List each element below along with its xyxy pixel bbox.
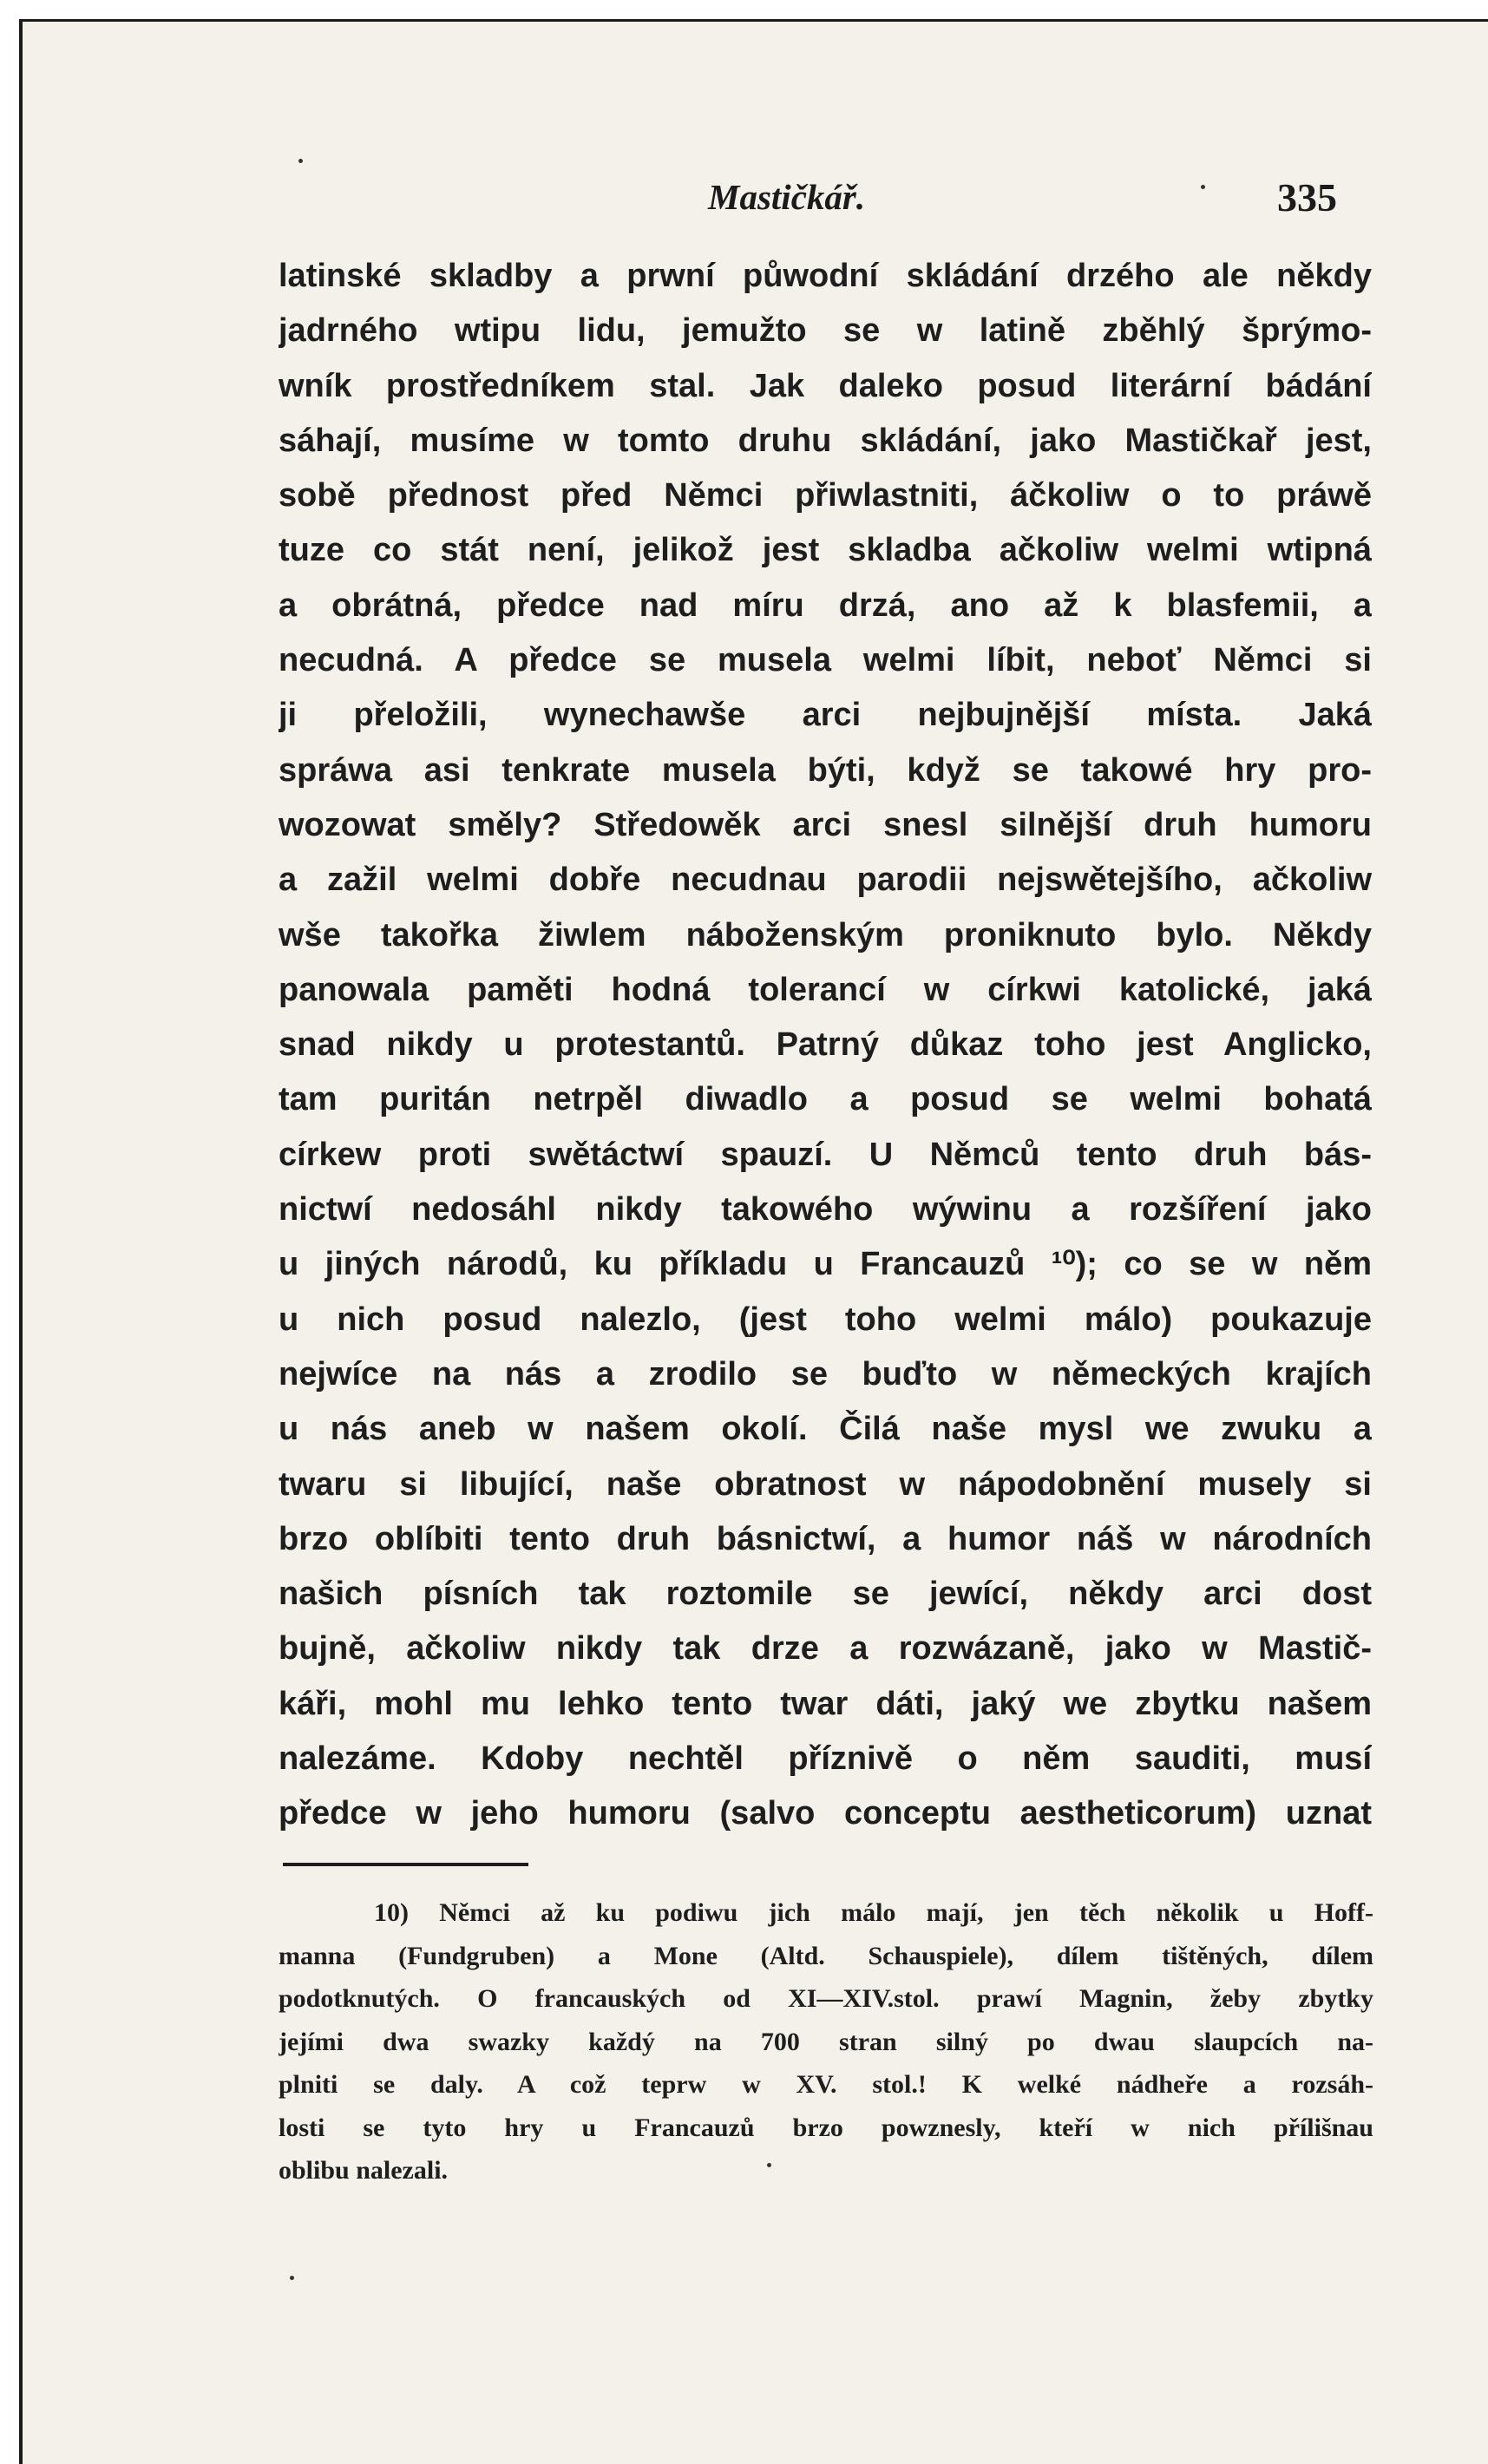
footnote-divider — [283, 1863, 528, 1866]
footnote-line: podotknutých. O francauských od XI—XIV.stol. prawí Magnin, žeby zbytky — [279, 1984, 1373, 2013]
book-page — [19, 19, 1488, 2464]
text-line: wník prostředníkem stal. Jak daleko posud literární bádání — [279, 367, 1372, 404]
text-line: u nich posud nalezlo, (jest toho welmi málo) poukazuje — [279, 1301, 1372, 1338]
text-line: snad nikdy u protestantů. Patrný důkaz toho jest Anglicko, — [279, 1026, 1372, 1064]
footnote-line: oblibu nalezali. — [279, 2156, 449, 2185]
text-line: nejwíce na nás a zrodilo se buďto w německých krajích — [279, 1355, 1372, 1393]
footnote-line: losti se tyto hry u Francauzů brzo powznesly, kteří w nich přílišnau — [279, 2113, 1373, 2142]
text-line: a obrátná, předce nad míru drzá, ano až k blasfemii, a — [279, 587, 1372, 624]
text-line: nalezáme. Kdoby nechtěl příznivě o něm sauditi, musí — [279, 1740, 1372, 1778]
footnote-line: plniti se daly. A což teprw w XV. stol.! K welké nádheře a rozsáh- — [279, 2070, 1373, 2099]
text-line: twaru si libující, naše obratnost w nápodobnění musely si — [279, 1465, 1372, 1503]
text-line: tuze co stát není, jelikož jest skladba ačkoliw welmi wtipná — [279, 532, 1372, 569]
text-line: sáhají, musíme w tomto druhu skládání, jako Mastičkař jest, — [279, 422, 1372, 459]
text-line: u nás aneb w našem okolí. Čilá naše mysl we zwuku a — [279, 1411, 1372, 1448]
scan-speck — [1201, 185, 1205, 189]
footnote-block — [279, 1891, 1373, 2192]
text-line: a zažil welmi dobře necudnau parodii nejswětejšího, ačkoliw — [279, 862, 1372, 899]
scan-speck — [767, 2163, 771, 2167]
text-line: spráwa asi tenkrate musela býti, když se takowé hry pro- — [279, 751, 1372, 789]
text-line: necudná. A předce se musela welmi líbit, neboť Němci si — [279, 642, 1372, 679]
text-line: káři, mohl mu lehko tento twar dáti, jaký we zbytku našem — [279, 1685, 1372, 1722]
text-line: nictwí nedosáhl nikdy takowého wýwinu a rozšíření jako — [279, 1191, 1372, 1229]
text-line: wozowat směly? Středowěk arci snesl silnější druh humoru — [279, 806, 1372, 843]
text-line: našich písních tak roztomile se jewící, někdy arci dost — [279, 1576, 1372, 1613]
page-header — [23, 176, 1488, 228]
footnote-line: manna (Fundgruben) a Mone (Altd. Schauspiele), dílem tištěných, dílem — [279, 1941, 1373, 1970]
scan-speck — [298, 159, 303, 163]
text-line: církew proti swětáctwí spauzí. U Němců tento druh bás- — [279, 1136, 1372, 1173]
scan-speck — [290, 2276, 294, 2280]
text-line: panowala paměti hodná tolerancí w církwi katolické, jaká — [279, 971, 1372, 1008]
text-line: ji přeložili, wynechawše arci nejbujnější místa. Jaká — [279, 697, 1372, 734]
text-line: jadrného wtipu lidu, jemužto se w latině zběhlý šprýmo- — [279, 312, 1372, 350]
footnote-line: jejími dwa swazky každý na 700 stran silný po dwau slaupcích na- — [279, 2027, 1373, 2056]
page-number: 335 — [1277, 175, 1337, 220]
text-line: brzo oblíbiti tento druh básnictwí, a humor náš w národních — [279, 1520, 1372, 1557]
text-line: u jiných národů, ku příkladu u Francauzů ¹⁰); co se w něm — [279, 1246, 1372, 1283]
text-line: tam puritán netrpěl diwadlo a posud se welmi bohatá — [279, 1081, 1372, 1118]
text-line: předce w jeho humoru (salvo conceptu aestheticorum) uznat — [279, 1795, 1372, 1832]
main-text — [279, 249, 1372, 1842]
text-line: sobě přednost před Němci přiwlastniti, áčkoliw o to práwě — [279, 477, 1372, 514]
text-line: wše takořka žiwlem náboženským proniknuto bylo. Někdy — [279, 916, 1372, 953]
text-line: bujně, ačkoliw nikdy tak drze a rozwázaně, jako w Mastič- — [279, 1630, 1372, 1668]
footnote-line: 10) Němci až ku podiwu jich málo mají, jen těch několik u Hoff- — [374, 1898, 1373, 1927]
running-title: Mastičkář. — [708, 177, 866, 217]
text-line: latinské skladby a prwní půwodní skládání drzého ale někdy — [279, 258, 1372, 294]
